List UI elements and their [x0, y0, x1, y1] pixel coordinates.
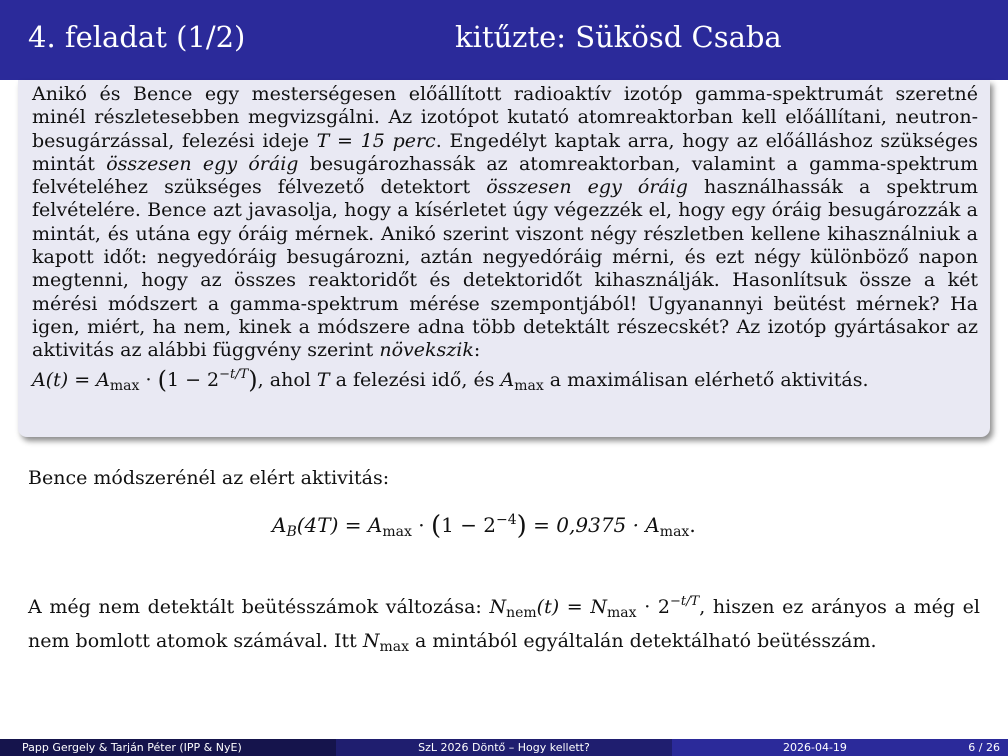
- footer-page-number: 6 / 26: [968, 741, 1000, 754]
- slide-title: 4. feladat (1/2): [28, 20, 246, 54]
- slide-author: kitűzte: Sükösd Csaba: [455, 20, 782, 54]
- footer-event: SzL 2026 Döntő – Hogy kellett?: [336, 739, 672, 756]
- problem-box: [18, 80, 990, 437]
- problem-text: Anikó és Bence egy mesterségesen előállított radioaktív izotóp gamma-spektrumát szeretné minél részletesebben megvizsgálni. Az izotópot kutató atomreaktorban kell előállítani, neutron-besugárzással, felezési ideje T = 15 perc. Engedélyt kaptak arra, hogy az előálláshoz szükséges mintát összesen egy óráig besugározhassák az atomreaktorban, valamint a gamma-spektrum felvételéhez szükséges félvezető detektort összesen egy óráig használhassák a spektrum felvételére. Bence azt javasolja, hogy a kísérletet úgy végezzék el, hogy egy óráig besugározzák a mintát, és utána egy óráig mérnek. Anikó szerint viszont négy részletben kellene kihasználniuk a kapott időt: negyedóráig besugározni, aztán negyedóráig mérni, és ezt négy különböző napon megtenni, hogy az összes reaktoridőt és detektoridőt kihasználják. Hasonlítsuk össze a két mérési módszert a gamma-spektrum mérése szempontjából! Ugyanannyi beütést mérnek? Ha igen, miért, ha nem, kinek a módszere adna több detektált részecskét? Az izotóp gyártásakor az aktivitás az alábbi függvény szerint növekszik: $A(t) = A_{max} \cdot (1 - 2^{-t/T})$, ahol T a felezési idő, és $A_{max}$ a maximálisan elérhető aktivitás.: [32, 83, 979, 394]
- activity-formula: $A(t) = A_{max} \cdot (1 - 2^{-t/T})$: [32, 365, 258, 394]
- solution-intro: Bence módszerénél az elért aktivitás:: [28, 467, 390, 489]
- footer-date: 2026-04-19: [783, 741, 847, 754]
- footer-authors: Papp Gergely & Tarján Péter (IPP & NyE): [0, 739, 336, 756]
- slide-footer: [0, 739, 1008, 756]
- slide-title-bar: [0, 0, 1008, 80]
- bence-activity-formula: $A_B(4T) = A_{max} \cdot (1 - 2^{-4}) = 0,9375 \cdot A_{max}$.: [272, 511, 696, 541]
- counts-paragraph: A még nem detektált beütésszámok változása: $N_{nem}(t) = N_{max} \cdot 2^{-t/T}$, hiszen ez arányos a még el nem bomlott atomok számával. Itt $N_{max}$ a mintából egyáltalán detektálható beütésszám.: [28, 594, 980, 655]
- footer-right: [672, 739, 1008, 756]
